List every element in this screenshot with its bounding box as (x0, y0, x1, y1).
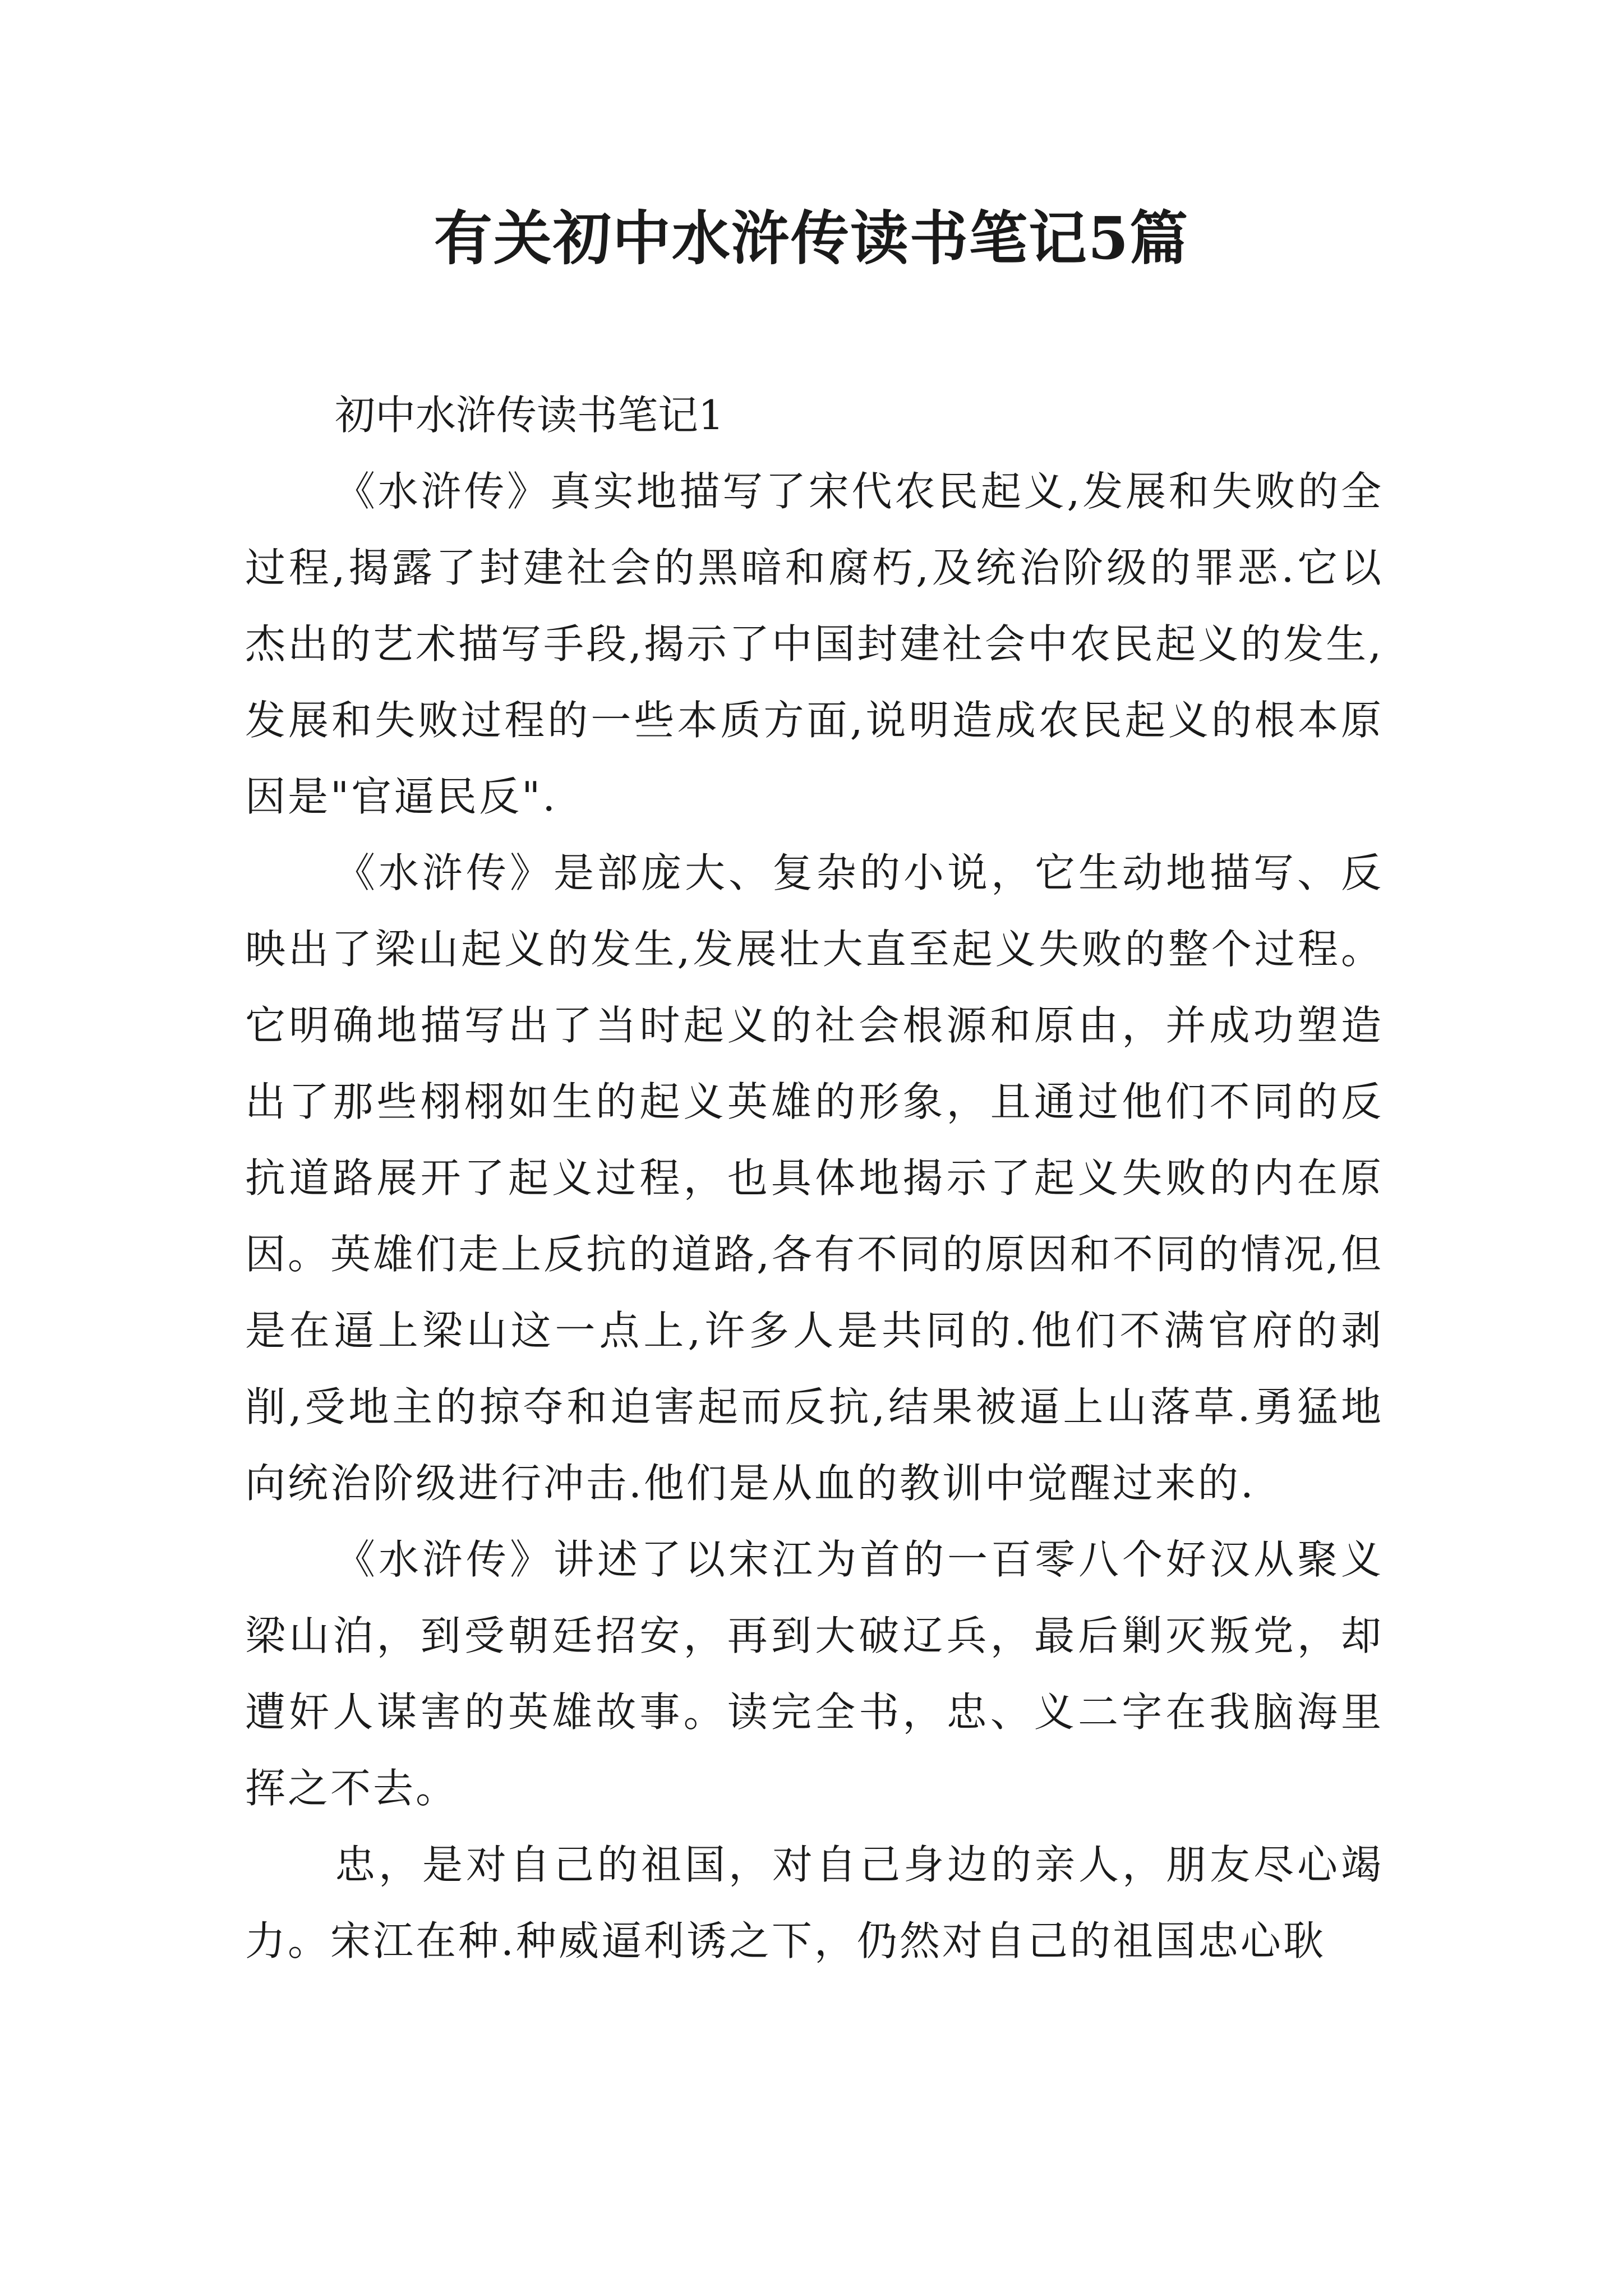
paragraph: 忠，是对自己的祖国，对自己身边的亲人，朋友尽心竭力。宋江在种.种威逼利诱之下，仍然对自己的祖国忠心耿 (245, 1841, 1384, 1964)
paragraph: 《水浒传》是部庞大、复杂的小说，它生动地描写、反映出了梁山起义的发生,发展壮大直至起义失败的整个过程。它明确地描写出了当时起义的社会根源和原由，并成功塑造出了那些栩栩如生的起义英雄的形象，且通过他们不同的反抗道路展开了起义过程，也具体地揭示了起义失败的内在原因。英雄们走上反抗的道路,各有不同的原因和不同的情况,但是在逼上梁山这一点上,许多人是共同的.他们不满官府的剥削,受地主的掠夺和迫害起而反抗,结果被逼上山落草.勇猛地向统治阶级进行冲击.他们是从血的教训中觉醒过来的. (245, 849, 1384, 1507)
paragraph: 《水浒传》真实地描写了宋代农民起义,发展和失败的全过程,揭露了封建社会的黑暗和腐朽,及统治阶级的罪恶.它以杰出的艺术描写手段,揭示了中国封建社会中农民起义的发生, 发展和失败过程的一些本质方面,说明造成农民起义的根本原因是"官逼民反". (245, 468, 1384, 820)
section-heading: 初中水浒传读书笔记1 (335, 392, 724, 439)
paragraph: 《水浒传》讲述了以宋江为首的一百零八个好汉从聚义梁山泊，到受朝廷招安，再到大破辽兵，最后剿灭叛党，却遭奸人谋害的英雄故事。读完全书，忠、义二字在我脑海里挥之不去。 (245, 1536, 1384, 1812)
document-body (245, 377, 1384, 1979)
document-title: 有关初中水浒传读书笔记5篇 (434, 204, 1189, 273)
